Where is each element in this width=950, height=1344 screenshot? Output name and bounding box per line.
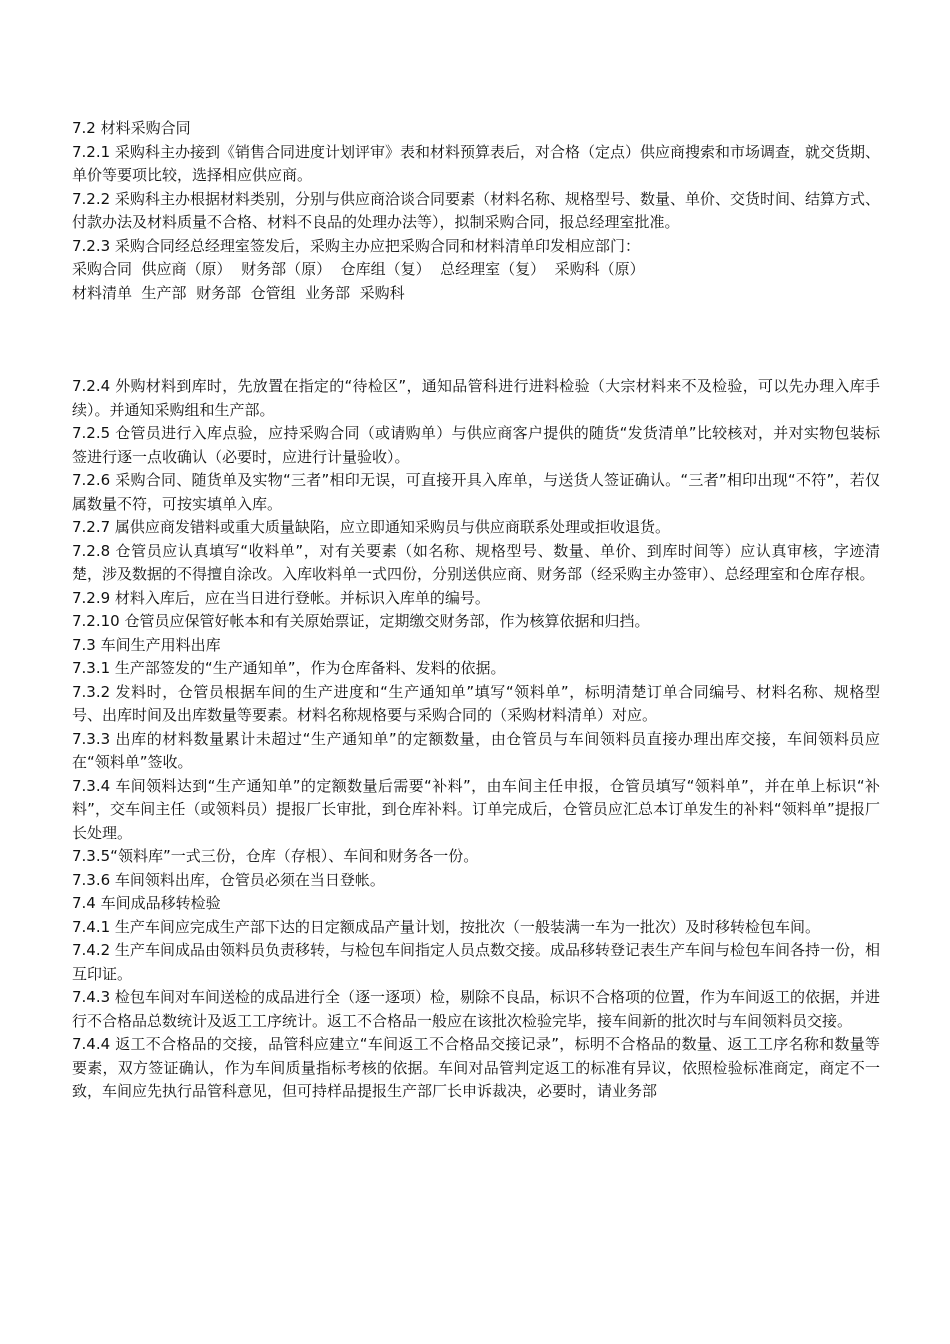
paragraph-7-2-7: 7.2.7 属供应商发错料或重大质量缺陷，应立即通知采购员与供应商联系处理或拒收退货。 <box>72 518 670 536</box>
paragraph-7-3-6: 7.3.6 车间领料出库，仓管员必须在当日登帐。 <box>72 870 385 889</box>
section-heading-7-2: 7.2 材料采购合同 <box>72 119 191 137</box>
paragraph-7-3-3: 7.3.3 出库的材料数量累计未超过“生产通知单”的定额数量，由仓管员与车间领料员直接办理出库交接，车间领料员应在“领料单”签收。 <box>72 729 880 771</box>
paragraph-7-3-4: 7.3.4 车间领料达到“生产通知单”的定额数量后需要“补料”，由车间主任申报，仓管员填写“领料单”，并在单上标识“补料”，交车间主任（或领料员）提报厂长审批，到仓库补料。订单完成后，仓管员应汇总本订单发生的补料“领料单”提报厂长处理。 <box>72 776 880 842</box>
paragraph-7-2-3: 7.2.3 采购合同经总经理室签发后，采购主办应把采购合同和材料清单印发相应部门： <box>72 236 640 255</box>
paragraph-7-3-5: 7.3.5“领料库”一式三份，仓库（存根）、车间和财务各一份。 <box>72 847 479 865</box>
paragraph-7-4-2: 7.4.2 生产车间成品由领料员负责移转，与检包车间指定人员点数交接。成品移转登记表生产车间与检包车间各持一份，相互印证。 <box>72 941 880 983</box>
paragraph-7-2-10: 7.2.10 仓管员应保管好帐本和有关原始票证，定期缴交财务部，作为核算依据和归挡。 <box>72 612 650 630</box>
section-heading-7-4: 7.4 车间成品移转检验 <box>72 894 221 912</box>
paragraph-7-2-8: 7.2.8 仓管员应认真填写“收料单”，对有关要素（如名称、规格型号、数量、单价、到库时间等）应认真审核，字迹清楚，涉及数据的不得擅自涂改。入库收料单一式四份，分别送供应商、财务部（经采购主办签审）、总经理室和仓库存根。 <box>72 541 880 583</box>
paragraph-7-2-1: 7.2.1 采购科主办接到《销售合同进度计划评审》表和材料预算表后，对合格（定点）供应商搜索和市场调查，就交货期、单价等要项比较，选择相应供应商。 <box>72 142 880 184</box>
paragraph-7-2-6: 7.2.6 采购合同、随货单及实物“三者”相印无误，可直接开具入库单，与送货人签证确认。“三者”相印出现“不符”，若仅属数量不符，可按实填单入库。 <box>72 471 880 513</box>
document-page <box>72 117 880 1104</box>
paragraph-7-3-2: 7.3.2 发料时，仓管员根据车间的生产进度和“生产通知单”填写“领料单”，标明清楚订单合同编号、材料名称、规格型号、出库时间及出库数量等要素。材料名称规格要与采购合同的（采购材料清单）对应。 <box>72 682 880 724</box>
paragraph-7-2-2: 7.2.2 采购科主办根据材料类别，分别与供应商洽谈合同要素（材料名称、规格型号、数量、单价、交货时间、结算方式、付款办法及材料质量不合格、材料不良品的处理办法等），拟制采购合同，报总经理室批准。 <box>72 189 880 231</box>
paragraph-7-2-4: 7.2.4 外购材料到库时，先放置在指定的“待检区”，通知品管科进行进料检验（大宗材料来不及检验，可以先办理入库手续）。并通知采购组和生产部。 <box>72 377 880 419</box>
paragraph-7-4-1: 7.4.1 生产车间应完成生产部下达的日定额成品产量计划，按批次（一般装满一车为一批次）及时移转检包车间。 <box>72 917 820 936</box>
blank-gap <box>72 305 880 375</box>
paragraph-7-4-4: 7.4.4 返工不合格品的交接，品管科应建立“车间返工不合格品交接记录”，标明不合格品的数量、返工工序名称和数量等要素，双方签证确认，作为车间质量指标考核的依据。车间对品管判定返工的标准有异议，依照检验标准商定，商定不一致，车间应先执行品管科意见，但可持样品提报生产部厂长申诉裁决，必要时，请业务部 <box>72 1035 880 1100</box>
paragraph-7-3-1: 7.3.1 生产部签发的“生产通知单”，作为仓库备料、发料的依据。 <box>72 659 506 677</box>
section-heading-7-3: 7.3 车间生产用料出库 <box>72 635 221 654</box>
distribution-line-contract: 采购合同 供应商（原） 财务部（原） 仓库组（复） 总经理室（复） 采购科（原） <box>72 260 645 278</box>
paragraph-7-2-5: 7.2.5 仓管员进行入库点验，应持采购合同（或请购单）与供应商客户提供的随货“发货清单”比较核对，并对实物包装标签进行逐一点收确认（必要时，应进行计量验收）。 <box>72 424 880 466</box>
distribution-line-materials: 材料清单 生产部 财务部 仓管组 业务部 采购科 <box>72 283 405 302</box>
paragraph-7-4-3: 7.4.3 检包车间对车间送检的成品进行全（逐一逐项）检，剔除不良品，标识不合格项的位置，作为车间返工的依据，并进行不合格品总数统计及返工工序统计。返工不合格品一般应在该批次检验完毕，接车间新的批次时与车间领料员交接。 <box>72 988 880 1030</box>
paragraph-7-2-9: 7.2.9 材料入库后，应在当日进行登帐。并标识入库单的编号。 <box>72 588 490 607</box>
